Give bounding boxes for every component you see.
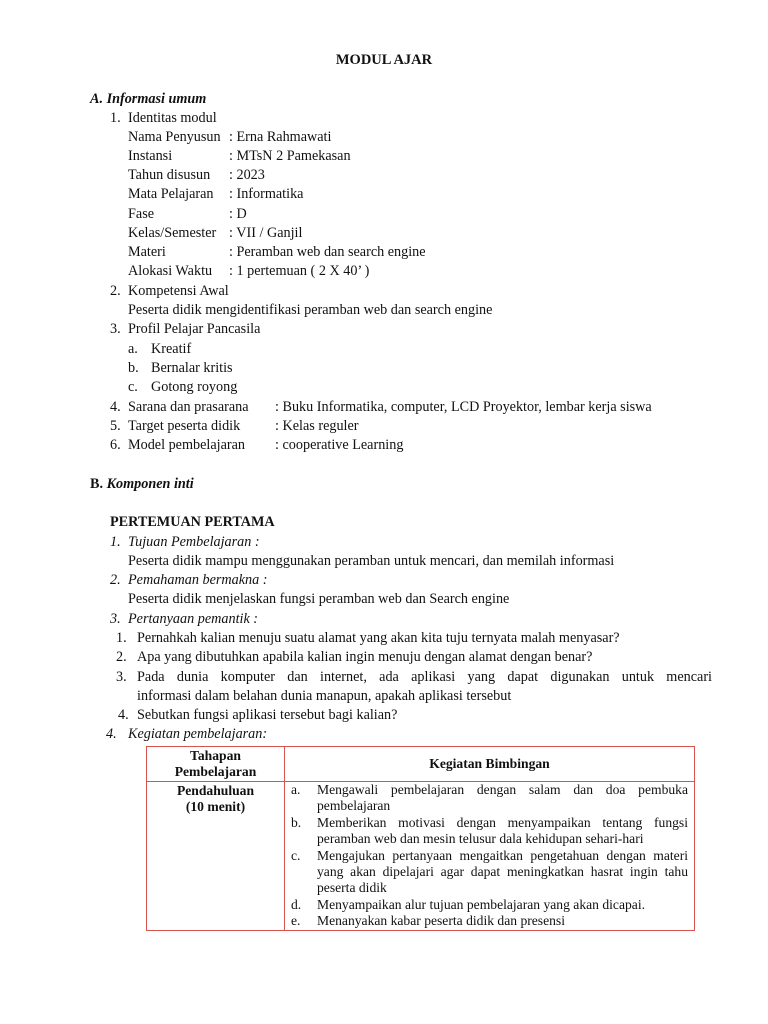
question-number: 1. [116, 630, 127, 646]
field-value: : Informatika [229, 186, 304, 202]
activity-letter: e. [291, 913, 301, 929]
section-a-letter: A. [90, 91, 104, 107]
pertanyaan-label: Pertanyaan pemantik : [128, 611, 259, 627]
activity-text: Memberikan motivasi dengan menyampaikan tentang fungsi peramban web dan mesin telusur dala kehidupan sehari-hari [317, 814, 688, 847]
kegiatan-number: 4. [106, 726, 117, 742]
activity-text: Menanyakan kabar peserta didik dan presensi [317, 913, 565, 929]
section-a-heading [90, 90, 206, 109]
activity-text: Menyampaikan alur tujuan pembelajaran yang akan dicapai. [317, 896, 646, 912]
field-key: Kelas/Semester [128, 225, 217, 241]
question-text: Apa yang dibutuhkan apabila kalian ingin menuju dengan alamat dengan benar? [137, 649, 593, 665]
section-b-letter: B. [90, 476, 104, 492]
field-key: Instansi [128, 148, 173, 164]
tujuan-label: Tujuan Pembelajaran : [128, 534, 260, 550]
field-value: : VII / Ganjil [229, 225, 303, 241]
list-item [291, 815, 688, 848]
field-key: Mata Pelajaran [128, 186, 214, 202]
field-key: Fase [128, 206, 155, 222]
field-key: Nama Penyusun [128, 129, 221, 145]
item-2-label: Kompetensi Awal [128, 283, 229, 299]
meeting-heading: PERTEMUAN PERTAMA [110, 514, 275, 530]
section-a-title: Informasi umum [106, 91, 207, 107]
item-4-number: 4. [110, 399, 121, 415]
question-number: 4. [118, 707, 129, 723]
question-text: Pada dunia komputer dan internet, ada aplikasi yang dapat digunakan untuk mencari [137, 669, 712, 685]
section-b-heading [90, 475, 194, 494]
field-value: : 2023 [229, 167, 265, 183]
document-title: MODUL AJAR [335, 52, 433, 68]
item-3-number: 3. [110, 321, 121, 337]
activity-letter: c. [291, 847, 301, 863]
section-b-title: Komponen inti [106, 476, 194, 492]
question-text-continued: informasi dalam belahan dunia manapun, apakah aplikasi tersebut [137, 688, 512, 704]
item-1-number: 1. [110, 110, 121, 126]
activity-list [285, 782, 694, 930]
table-header-row [147, 747, 695, 782]
header-stage: Tahapan Pembelajaran [147, 747, 285, 782]
stage-name: Pendahuluan [176, 783, 255, 798]
sub-item-letter: b. [128, 360, 139, 376]
item-4-value: : Buku Informatika, computer, LCD Proyektor, lembar kerja siswa [275, 399, 652, 415]
sub-item-text: Bernalar kritis [151, 360, 233, 376]
item-5-label: Target peserta didik [128, 418, 241, 434]
field-key: Materi [128, 244, 166, 260]
activity-cell [285, 782, 695, 931]
list-item [291, 848, 688, 897]
item-6-number: 6. [110, 437, 121, 453]
kegiatan-label: Kegiatan pembelajaran: [128, 726, 268, 742]
activity-text: Mengawali pembelajaran dengan salam dan doa pembuka pembelajaran [317, 782, 688, 814]
item-2-text: Peserta didik mengidentifikasi peramban web dan search engine [128, 302, 493, 318]
field-value: : 1 pertemuan ( 2 X 40’ ) [229, 263, 370, 279]
activity-letter: a. [291, 782, 301, 797]
tujuan-number: 1. [110, 534, 121, 550]
activity-letter: b. [291, 814, 302, 830]
pemahaman-label: Pemahaman bermakna : [128, 572, 268, 588]
list-item [291, 782, 688, 815]
sub-item-letter: c. [128, 379, 138, 395]
activity-letter: d. [291, 896, 302, 912]
item-6-value: : cooperative Learning [275, 437, 404, 453]
item-3-label: Profil Pelajar Pancasila [128, 321, 261, 337]
sub-item-letter: a. [128, 341, 138, 357]
activity-table [146, 746, 695, 931]
stage-cell [147, 782, 285, 931]
question-number: 2. [116, 649, 127, 665]
tujuan-text: Peserta didik mampu menggunakan peramban untuk mencari, dan memilah informasi [128, 553, 615, 569]
question-text: Pernahkah kalian menuju suatu alamat yang akan kita tuju ternyata malah menyasar? [137, 630, 620, 646]
list-item [291, 913, 688, 929]
activity-text: Mengajukan pertanyaan mengaitkan pengetahuan dengan materi yang akan dipelajari agar dapat meningkatkan hasrat ingin tahu peserta didik [317, 847, 688, 896]
item-1-label: Identitas modul [128, 110, 217, 126]
item-2-number: 2. [110, 283, 121, 299]
item-5-value: : Kelas reguler [275, 418, 359, 434]
item-6-label: Model pembelajaran [128, 437, 245, 453]
list-item [291, 897, 688, 913]
pemahaman-number: 2. [110, 572, 121, 588]
field-key: Alokasi Waktu [128, 263, 213, 279]
field-key: Tahun disusun [128, 167, 211, 183]
field-value: : Peramban web dan search engine [229, 244, 426, 260]
field-value: : Erna Rahmawati [229, 129, 332, 145]
stage-time: (10 menit) [185, 799, 246, 814]
table-row [147, 782, 695, 931]
sub-item-text: Gotong royong [151, 379, 238, 395]
pemahaman-text: Peserta didik menjelaskan fungsi peramban web dan Search engine [128, 591, 510, 607]
item-4-label: Sarana dan prasarana [128, 399, 249, 415]
field-value: : MTsN 2 Pamekasan [229, 148, 351, 164]
field-value: : D [229, 206, 247, 222]
pertanyaan-number: 3. [110, 611, 121, 627]
question-number: 3. [116, 669, 127, 685]
header-activity: Kegiatan Bimbingan [285, 747, 695, 782]
sub-item-text: Kreatif [151, 341, 192, 357]
question-text: Sebutkan fungsi aplikasi tersebut bagi kalian? [137, 707, 398, 723]
item-5-number: 5. [110, 418, 121, 434]
